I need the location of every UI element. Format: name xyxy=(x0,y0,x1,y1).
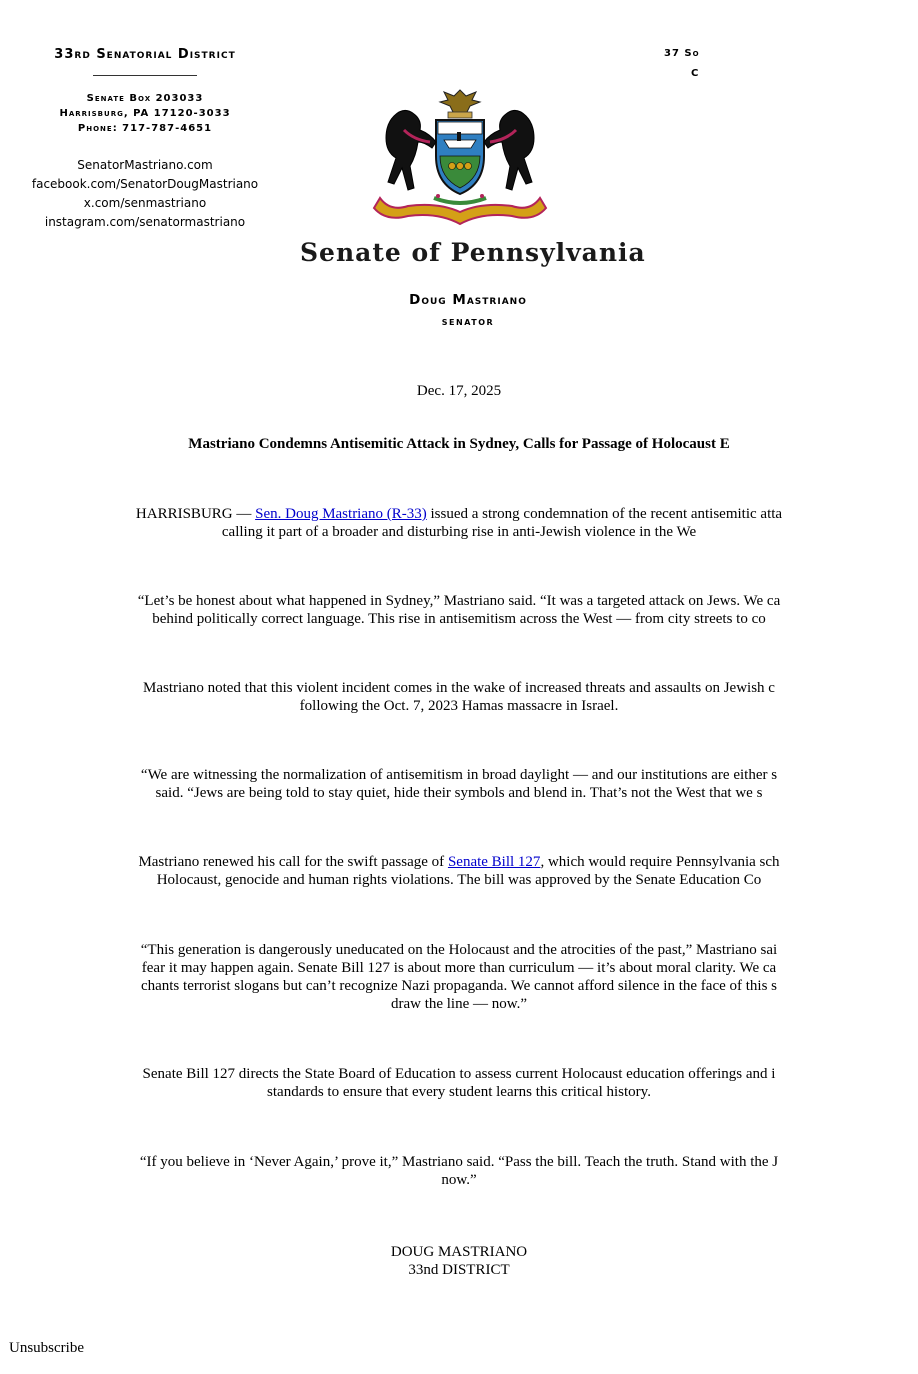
facebook-link[interactable]: facebook.com/SenatorDougMastriano xyxy=(31,177,259,191)
senator-title: senator xyxy=(441,315,495,328)
senator-name: Doug Mastriano xyxy=(409,292,527,308)
address-line: Senate Box 203033 xyxy=(86,93,204,104)
paragraph-7 xyxy=(0,1065,918,1101)
pennsylvania-coat-of-arms-icon xyxy=(364,86,556,220)
paragraph-3 xyxy=(0,679,918,715)
letterhead-left xyxy=(0,46,290,232)
senate-of-pennsylvania-title: Senate of Pennsylvania xyxy=(300,238,646,267)
paragraph-2 xyxy=(0,592,918,628)
paragraph-line: chants terrorist slogans but can’t recognize Nazi propaganda. We cannot afford silence in the face of this s xyxy=(140,978,778,994)
district-title: 33rd Senatorial District xyxy=(54,47,236,62)
website-link[interactable]: SenatorMastriano.com xyxy=(77,158,213,172)
text-span: Mastriano renewed his call for the swift passage of xyxy=(138,854,448,870)
paragraph-line: Holocaust, genocide and human rights violations. The bill was approved by the Senate Education Co xyxy=(156,872,762,888)
paragraph-line: behind politically correct language. This rise in antisemitism across the West — from city streets to co xyxy=(152,611,766,627)
paragraph-1 xyxy=(0,505,918,541)
paragraph-line xyxy=(0,853,918,871)
paragraph-6 xyxy=(0,941,918,1013)
right-address-line: 37 So xyxy=(664,48,700,59)
social-links xyxy=(0,156,290,232)
paragraph-line: standards to ensure that every student learns this critical history. xyxy=(267,1084,651,1100)
paragraph-5 xyxy=(0,853,918,889)
paragraph-line: Mastriano noted that this violent incident comes in the wake of increased threats and assaults on Jewish c xyxy=(143,680,775,696)
paragraph-line: calling it part of a broader and disturbing rise in anti-Jewish violence in the We xyxy=(221,524,697,540)
paragraph-line xyxy=(0,505,918,523)
x-link[interactable]: x.com/senmastriano xyxy=(83,196,207,210)
paragraph-line: fear it may happen again. Senate Bill 127 is about more than curriculum — it’s about moral clarity. We ca xyxy=(141,960,777,976)
paragraph-line: said. “Jews are being told to stay quiet, hide their symbols and blend in. That’s not the West that we s xyxy=(155,785,763,801)
phone-line: Phone: 717-787-4651 xyxy=(77,123,213,134)
paragraph-line: following the Oct. 7, 2023 Hamas massacre in Israel. xyxy=(299,698,619,714)
right-address-line: C xyxy=(691,68,700,79)
senator-block xyxy=(310,289,626,333)
senator-profile-link[interactable]: Sen. Doug Mastriano (R-33) xyxy=(255,506,427,522)
paragraph-line: draw the line — now.” xyxy=(390,996,528,1012)
senate-bill-127-link[interactable]: Senate Bill 127 xyxy=(447,854,541,870)
signature-district: 33nd DISTRICT xyxy=(408,1262,510,1278)
text-span: , which would require Pennsylvania sch xyxy=(540,854,780,870)
instagram-link[interactable]: instagram.com/senatormastriano xyxy=(44,215,246,229)
signature-name: DOUG MASTRIANO xyxy=(390,1244,528,1260)
letterhead-right xyxy=(664,44,724,84)
paragraph-line: “This generation is dangerously uneducated on the Holocaust and the atrocities of the past,” Mastriano sai xyxy=(140,942,778,958)
paragraph-8 xyxy=(0,1153,918,1189)
signature-block xyxy=(0,1243,918,1279)
text-span: HARRISBURG — xyxy=(135,506,256,522)
paragraph-line: “If you believe in ‘Never Again,’ prove it,” Mastriano said. “Pass the bill. Teach the truth. Stand with the J xyxy=(139,1154,779,1170)
paragraph-line: now.” xyxy=(441,1172,477,1188)
release-date: Dec. 17, 2025 xyxy=(416,383,502,399)
paragraph-line: Senate Bill 127 directs the State Board of Education to assess current Holocaust education offerings and i xyxy=(142,1066,776,1082)
address-line: Harrisburg, PA 17120-3033 xyxy=(59,108,231,119)
paragraph-4 xyxy=(0,766,918,802)
unsubscribe-link[interactable]: Unsubscribe xyxy=(9,1340,84,1356)
letterhead-divider xyxy=(93,75,197,76)
paragraph-line: “We are witnessing the normalization of antisemitism in broad daylight — and our institutions are either s xyxy=(140,767,778,783)
paragraph-line: “Let’s be honest about what happened in Sydney,” Mastriano said. “It was a targeted attack on Jews. We ca xyxy=(137,593,781,609)
headline: Mastriano Condemns Antisemitic Attack in Sydney, Calls for Passage of Holocaust E xyxy=(188,436,730,452)
text-span: issued a strong condemnation of the recent antisemitic atta xyxy=(426,506,783,522)
